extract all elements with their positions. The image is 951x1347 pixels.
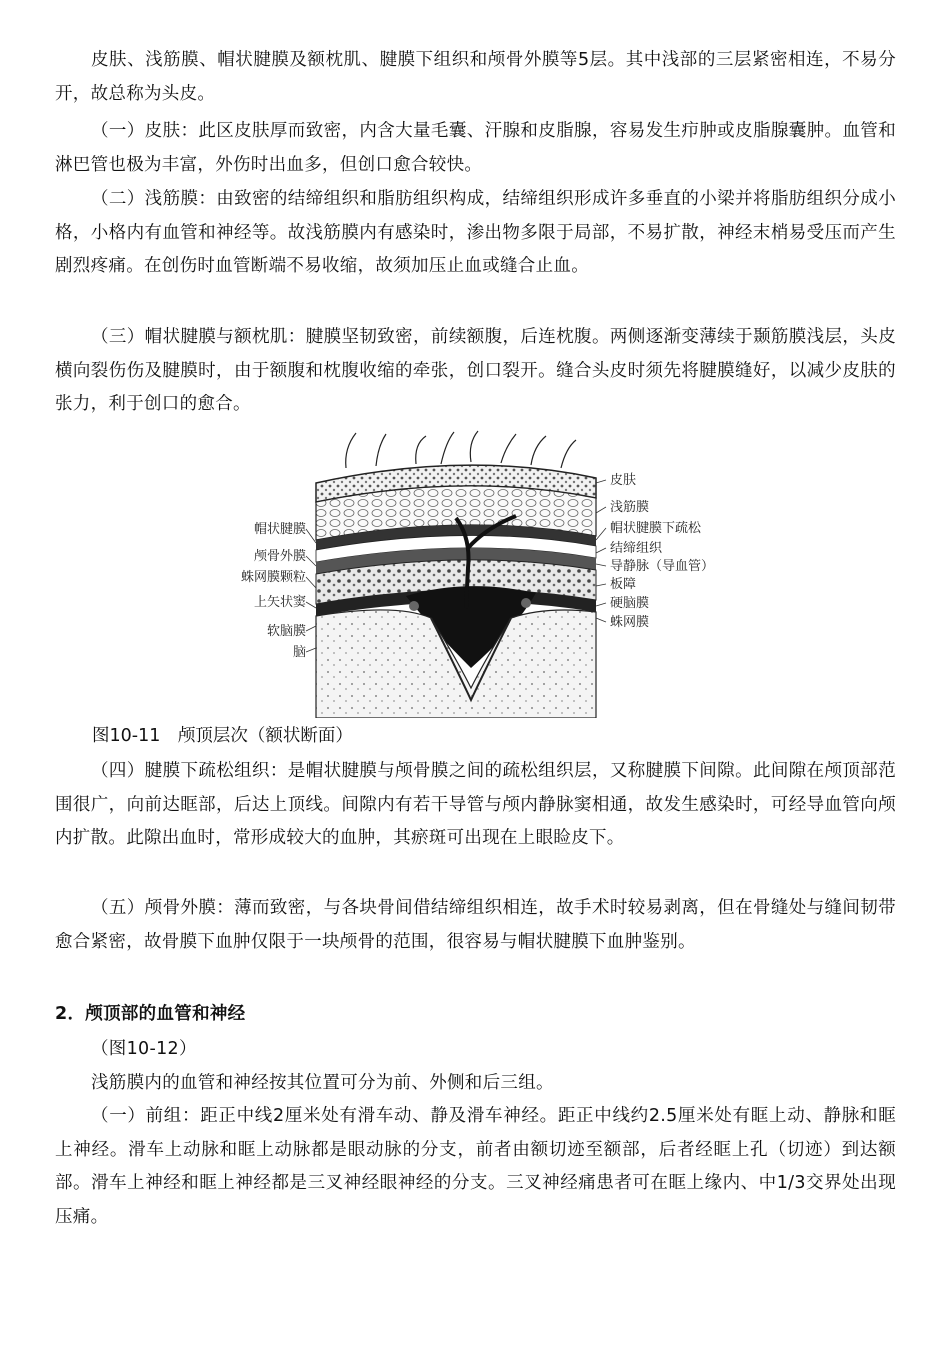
label-dura-mater: 硬脑膜 xyxy=(610,596,650,611)
section-heading: 2．颅顶部的血管和神经 xyxy=(55,1004,246,1024)
label-pia-mater: 软脑膜 xyxy=(266,624,306,639)
label-skin: 皮肤 xyxy=(610,473,637,488)
label-superior-sagittal-sinus: 上矢状窦 xyxy=(253,595,306,610)
figure-caption: 图10-11 颅顶层次（额状断面） xyxy=(92,726,353,746)
paragraph-vessel-groups: 浅筋膜内的血管和神经按其位置可分为前、外侧和后三组。 xyxy=(91,1073,554,1093)
label-brain: 脑 xyxy=(292,645,306,660)
paragraph-superficial-fascia: （二）浅筋膜：由致密的结缔组织和脂肪组织构成，结缔组织形成许多垂直的小梁并将脂肪组织分成小格，小格内有血管和神经等。故浅筋膜内有感染时，渗出物多限于局部，不易扩散，神经末梢易受压而产生剧烈疼痛。在创伤时血管断端不易收缩，故须加压止血或缝合止血。 xyxy=(55,189,896,276)
label-diploe: 板障 xyxy=(610,577,637,592)
illustration-body xyxy=(316,431,596,718)
label-pericranium: 颅骨外膜 xyxy=(253,549,306,564)
label-galea: 帽状腱膜 xyxy=(253,522,306,537)
paragraph-galea-aponeurotica: （三）帽状腱膜与额枕肌：腱膜坚韧致密，前续额腹，后连枕腹。两侧逐渐变薄续于颞筋膜浅层，头皮横向裂伤伤及腱膜时，由于额腹和枕腹收缩的牵张，创口裂开。缝合头皮时须先将腱膜缝好，以减少皮肤的张力，利于创口的愈合。 xyxy=(55,327,896,414)
figure-reference: （图10-12） xyxy=(91,1039,197,1059)
paragraph-pericranium: （五）颅骨外膜：薄而致密，与各块骨间借结缔组织相连，故手术时较易剥离，但在骨缝处与缝间韧带愈合紧密，故骨膜下血肿仅限于一块颅骨的范围，很容易与帽状腱膜下血肿鉴别。 xyxy=(55,898,896,952)
label-connective-tissue: 结缔组织 xyxy=(610,541,663,556)
cranial-layers-illustration xyxy=(216,428,736,718)
paragraph-scalp-layers: 皮肤、浅筋膜、帽状腱膜及额枕肌、腱膜下组织和颅骨外膜等5层。其中浅部的三层紧密相连，不易分开，故总称为头皮。 xyxy=(55,50,896,104)
paragraph-anterior-group: （一）前组：距正中线2厘米处有滑车动、静及滑车神经。距正中线约2.5厘米处有眶上动、静脉和眶上神经。滑车上动脉和眶上动脉都是眼动脉的分支，前者由额切迹至额部，后者经眶上孔（切迹）到达额部。滑车上神经和眶上神经都是三叉神经眼神经的分支。三叉神经痛患者可在眶上缘内、中1/3交界处出现压痛。 xyxy=(55,1106,896,1227)
label-superficial-fascia: 浅筋膜 xyxy=(610,500,650,515)
paragraph-skin: （一）皮肤：此区皮肤厚而致密，内含大量毛囊、汗腺和皮脂腺，容易发生疖肿或皮脂腺囊肿。血管和淋巴管也极为丰富，外伤时出血多，但创口愈合较快。 xyxy=(55,121,896,175)
label-arachnoid-granulation: 蛛网膜颗粒 xyxy=(240,570,306,585)
label-emissary-vein: 导静脉（导血管） xyxy=(610,559,715,574)
paragraph-subaponeurotic-tissue: （四）腱膜下疏松组织：是帽状腱膜与颅骨膜之间的疏松组织层，又称腱膜下间隙。此间隙在颅顶部范围很广，向前达眶部，后达上顶线。间隙内有若干导管与颅内静脉窦相通，故发生感染时，可经导血管向颅内扩散。此隙出血时，常形成较大的血肿，其瘀斑可出现在上眼睑皮下。 xyxy=(55,761,896,848)
label-arachnoid: 蛛网膜 xyxy=(610,615,650,630)
label-subaponeurotic-loose: 帽状腱膜下疏松 xyxy=(610,521,702,536)
